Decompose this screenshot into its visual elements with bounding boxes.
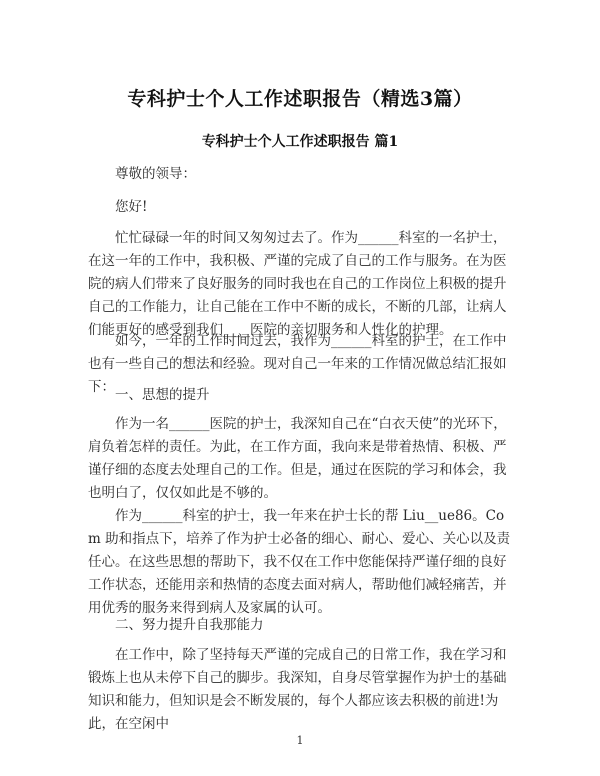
paragraph-text: 在工作中，除了坚持每天严谨的完成自己的日常工作，我在学习和锻炼上也从未停下自己的脚步。我深知，自身尽管掌握作为护士的基础知识和能力，但知识是会不断发展的，每个人都应该去积极的前进!为此，在空闲中 (88, 647, 507, 732)
section-heading: 二、努力提升自我那能力 (115, 617, 264, 633)
section-heading: 一、思想的提升 (115, 387, 210, 403)
salutation-text: 尊敬的领导： (115, 166, 196, 182)
heading-2 (88, 614, 512, 637)
paragraph-text: 忙忙碌碌一年的时间又匆匆过去了。作为______科室的一名护士，在这一年的工作中，我积极、严谨的完成了自己的工作与服务。在为医院的病人们带来了良好服务的同时我也在自己的工作岗位上积极的提升自己的工作能力，让自己能在工作中不断的成长，不断的几部，让病人们能更好的感受到我们____医院的亲切服务和人性化的护理。 (88, 230, 507, 338)
paragraph-4 (88, 505, 512, 620)
paragraph-3 (88, 413, 512, 505)
heading-1 (88, 384, 512, 407)
paragraph-text: 作为一名______医院的护士，我深知自己在“白衣天使”的光环下，肩负着怎样的责任。为此，在工作方面，我向来是带着热情、积极、严谨仔细的态度去处理自己的工作。但是，通过在医院的学习和体会，我也明白了，仅仅如此是不够的。 (88, 416, 507, 501)
paragraph-text: 作为______科室的护士，我一年来在护士长的帮 Liu__ue86。Com 助和指点下，培养了作为护士必备的细心、耐心、爱心、关心以及责任心。在这些思想的帮助下，我不仅在工作中您能保持严谨仔细的良好工作状态，还能用亲和热情的态度去面对病人，帮助他们减轻痛苦，并用优秀的服务来得到病人及家属的认可。 (88, 508, 511, 616)
paragraph-1 (88, 227, 512, 342)
salutation (88, 163, 512, 186)
paragraph-text: 如今，一年的工作时间过去，我作为______科室的护士，在工作中也有一些自己的想法和经验。现对自己一年来的工作情况做总结汇报如下： (88, 333, 507, 395)
page-number: 1 (296, 734, 304, 747)
section-title: 专科护士个人工作述职报告 篇1 (201, 134, 399, 150)
greeting-text: 您好! (115, 199, 148, 215)
paragraph-5 (88, 644, 512, 736)
greeting (88, 196, 512, 219)
document-title: 专科护士个人工作述职报告（精选3篇） (127, 88, 473, 110)
